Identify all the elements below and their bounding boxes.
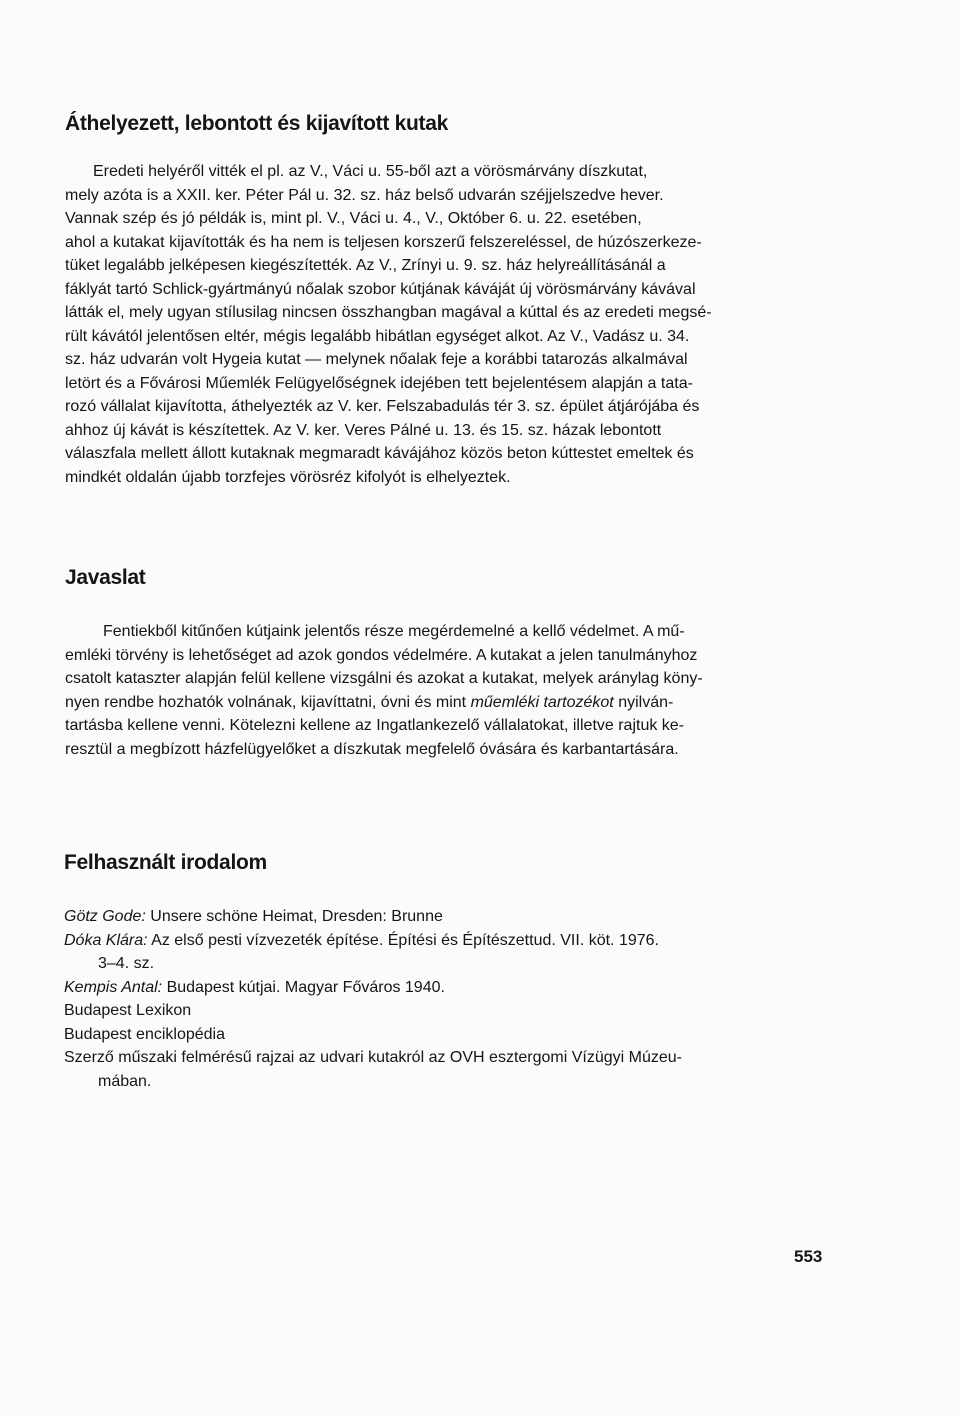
section-heading-bibliography: Felhasznált irodalom bbox=[64, 851, 267, 874]
bibliography-entry bbox=[64, 905, 834, 929]
text-line: Eredeti helyéről vitték el pl. az V., Váci u. 55-ből azt a vörösmárvány díszkutat, bbox=[93, 163, 648, 180]
text-line: ahhoz új kávát is készítettek. Az V. ker. Veres Pálné u. 13. és 15. sz. házak lebontott bbox=[65, 421, 662, 439]
text-line: resztül a megbízott házfelügyelőket a díszkutak megfelelő óvására és karbantartására. bbox=[65, 740, 679, 758]
text-line: Fentiekből kitűnően kútjaink jelentős része megérdemelné a kellő védelmet. A mű- bbox=[103, 623, 685, 640]
bibliography-entry bbox=[64, 976, 834, 1000]
text-line: rült kávától jelentősen eltér, mégis legalább hibátlan egységet alkot. Az V., Vadász u. 34. bbox=[65, 327, 690, 345]
text-line: tartásba kellene venni. Kötelezni kellene az Ingatlankezelő vállalatokat, illetve rajtuk ke- bbox=[65, 717, 685, 734]
text-line: letört és a Fővárosi Műemlék Felügyelőségnek idejében tett bejelentésem alapján a tata- bbox=[65, 374, 693, 392]
text-span: nyen rendbe hozhatók volnának, kijavíttatni, óvni és mint bbox=[65, 693, 471, 711]
bibliography-entry bbox=[64, 929, 834, 953]
reference-title: Unsere schöne Heimat, Dresden: Brunne bbox=[145, 908, 443, 925]
text-line: válaszfala mellett állott kutaknak megmaradt kávájához közös beton kúttestet emeltek és bbox=[65, 445, 694, 462]
reference-title: Az első pesti vízvezeték építése. Építési és Építészettud. VII. köt. 1976. bbox=[147, 931, 659, 949]
paragraph-proposal bbox=[65, 620, 827, 761]
bibliography-entry: Budapest enciklopédia bbox=[64, 1025, 226, 1043]
text-line: tüket legalább jelképesen kiegészítették. Az V., Zrínyi u. 9. sz. ház helyreállításánál a bbox=[65, 257, 666, 274]
text-line: emléki törvény is lehetőséget ad azok gondos védelmére. A kutakat a jelen tanulmányhoz bbox=[65, 646, 698, 664]
text-line: rozó vállalat kijavította, áthelyezték az V. ker. Felszabadulás tér 3. sz. épület átjárójába és bbox=[65, 398, 700, 415]
bibliography-list bbox=[64, 905, 834, 1093]
text-line: fáklyát tartó Schlick-gyártmányú nőalak szobor kútjának káváját új vörösmárvány kávával bbox=[65, 280, 696, 298]
bibliography-entry: Budapest Lexikon bbox=[64, 1002, 192, 1019]
text-line: látták el, mely ugyan stílusilag nincsen összhangban magával a kúttal és az eredeti megsé- bbox=[65, 304, 712, 321]
bibliography-entry-continuation: 3–4. sz. bbox=[98, 955, 155, 972]
reference-title: Budapest kútjai. Magyar Főváros 1940. bbox=[162, 978, 445, 996]
text-line: Vannak szép és jó példák is, mint pl. V., Váci u. 4., V., Október 6. u. 22. esetében, bbox=[65, 210, 642, 227]
page-number: 553 bbox=[794, 1247, 823, 1266]
bibliography-entry: Szerző műszaki felmérésű rajzai az udvari kutakról az OVH esztergomi Vízügyi Múzeu- bbox=[64, 1049, 682, 1066]
reference-author: Götz Gode: bbox=[64, 908, 146, 925]
reference-author: Kempis Antal: bbox=[64, 978, 163, 996]
text-line: mindkét oldalán újabb torzfejes vörösréz kifolyót is elhelyeztek. bbox=[65, 468, 511, 486]
text-line: ahol a kutakat kijavították és ha nem is teljesen korszerű felszereléssel, de húzószerkeze- bbox=[65, 233, 702, 251]
emphasis-heritage-accessory: műemléki tartozékot bbox=[470, 693, 614, 711]
reference-author: Dóka Klára: bbox=[64, 931, 148, 949]
text-line: sz. ház udvarán volt Hygeia kutat — melynek nőalak feje a korábbi tatarozás alkalmával bbox=[65, 351, 688, 368]
text-span: nyilván- bbox=[613, 693, 674, 711]
section-heading-relocated-wells: Áthelyezett, lebontott és kijavított kutak bbox=[65, 112, 448, 135]
bibliography-entry-continuation: mában. bbox=[98, 1072, 152, 1090]
paragraph-relocated-wells bbox=[65, 160, 827, 489]
text-line: csatolt kataszter alapján felül kellene vizsgálni és azokat a kutakat, melyek aránylag köny- bbox=[65, 670, 703, 687]
text-line bbox=[65, 691, 827, 715]
text-line: mely azóta is a XXII. ker. Péter Pál u. 32. sz. ház belső udvarán széjjelszedve hever. bbox=[65, 186, 664, 204]
section-heading-proposal: Javaslat bbox=[65, 566, 146, 589]
